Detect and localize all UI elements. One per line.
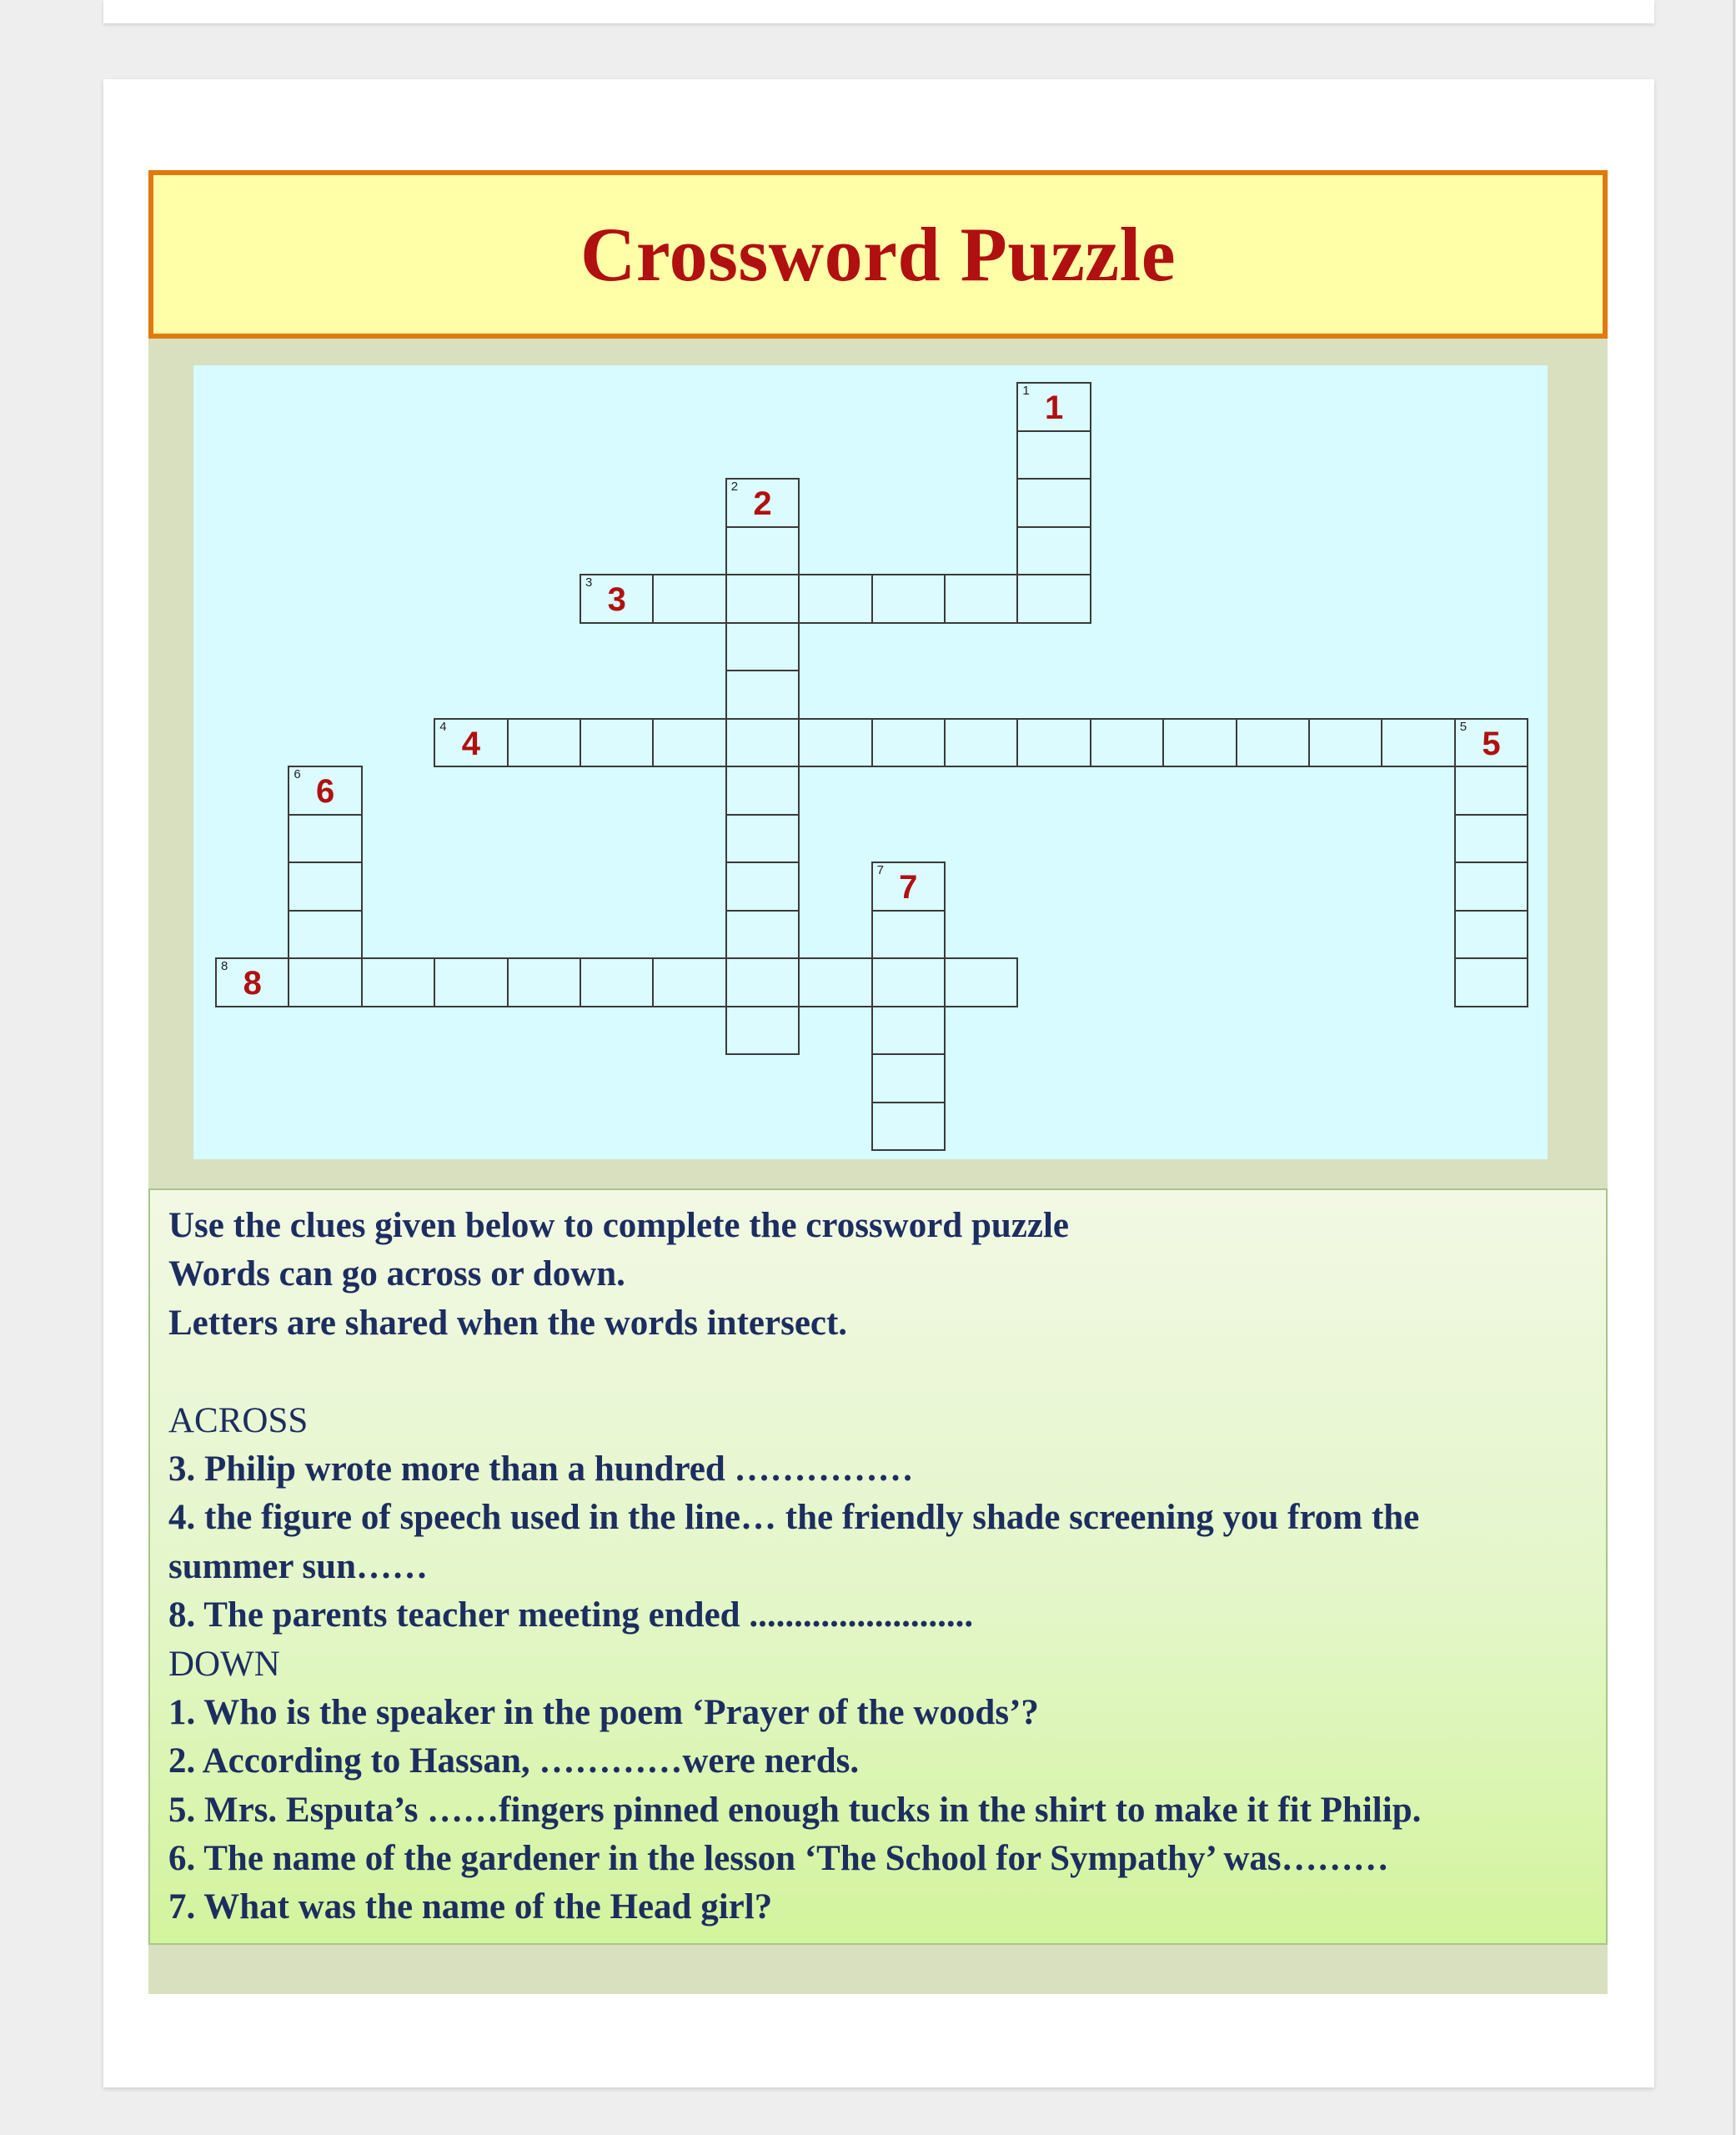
crossword-cell[interactable] [725,670,800,720]
down-clue: 6. The name of the gardener in the lesson ‘The School for Sympathy’ was……… [168,1839,1389,1879]
down-heading: DOWN [168,1644,280,1684]
across-clue: summer sun…… [168,1546,428,1586]
crossword-cell[interactable] [725,957,800,1007]
crossword-cell[interactable] [652,957,726,1007]
clue-number-small: 1 [1022,384,1030,398]
scrollbar-track [1733,0,1735,2135]
crossword-cell[interactable] [1454,718,1528,768]
crossword-cell[interactable] [507,718,581,768]
crossword-cell[interactable] [725,478,800,528]
crossword-cell[interactable] [1381,718,1455,768]
across-clue: 4. the figure of speech used in the line… the friendly shade screening you from the [168,1498,1420,1538]
crossword-cell[interactable] [1236,718,1310,768]
clue-number: 7 [899,869,918,906]
crossword-cell[interactable] [798,574,872,624]
crossword-cell[interactable] [1308,718,1382,768]
crossword-cell[interactable] [1016,718,1091,768]
down-clue: 5. Mrs. Esputa’s ……fingers pinned enough tucks in the shirt to make it fit Philip. [168,1790,1422,1830]
instruction-line: Words can go across or down. [168,1254,625,1294]
crossword-cell[interactable] [434,718,508,768]
crossword-cell[interactable] [871,1053,946,1103]
crossword-cell[interactable] [725,766,800,816]
across-clue: 3. Philip wrote more than a hundred …………… [168,1449,914,1489]
crossword-cell[interactable] [871,910,946,960]
crossword-cell[interactable] [288,766,362,816]
crossword-cell[interactable] [652,718,726,768]
clue-number: 5 [1482,725,1501,762]
down-clue: 2. According to Hassan, …………were nerds. [168,1741,860,1781]
crossword-cell[interactable] [507,957,581,1007]
crossword-cell[interactable] [1162,718,1237,768]
crossword-cell[interactable] [725,910,800,960]
crossword-grid [193,365,1548,1159]
crossword-cell[interactable] [944,718,1018,768]
crossword-cell[interactable] [1016,526,1091,576]
down-clue: 7. What was the name of the Head girl? [168,1887,773,1927]
down-clue: 1. Who is the speaker in the poem ‘Prayer of the woods’? [168,1692,1039,1732]
previous-page-edge [103,0,1654,23]
crossword-cell[interactable] [725,814,800,864]
crossword-cell[interactable] [871,574,946,624]
crossword-cell[interactable] [871,957,946,1007]
crossword-cell[interactable] [288,862,362,912]
across-heading: ACROSS [168,1400,309,1440]
title-banner [148,170,1608,339]
crossword-cell[interactable] [580,718,654,768]
clue-number-small: 8 [221,959,228,973]
instruction-line: Use the clues given below to complete the crossword puzzle [168,1206,1069,1245]
crossword-cell[interactable] [944,957,1018,1007]
clue-number: 1 [1044,389,1064,426]
crossword-cell[interactable] [725,862,800,912]
crossword-cell[interactable] [944,574,1018,624]
clues-panel [148,1188,1608,1945]
crossword-cell[interactable] [1016,382,1091,432]
crossword-cell[interactable] [798,718,872,768]
crossword-cell[interactable] [725,526,800,576]
crossword-cell[interactable] [1454,957,1528,1007]
clue-number-small: 6 [294,767,301,781]
crossword-cell[interactable] [434,957,508,1007]
clue-number: 4 [461,725,480,762]
crossword-cell[interactable] [725,1006,800,1056]
crossword-cell[interactable] [1016,430,1091,480]
crossword-cell[interactable] [1454,814,1528,864]
crossword-cell[interactable] [1016,574,1091,624]
crossword-cell[interactable] [580,957,654,1007]
clue-number-small: 5 [1459,719,1468,734]
crossword-cell[interactable] [361,957,435,1007]
crossword-cell[interactable] [1454,766,1528,816]
clue-number: 6 [315,773,335,810]
clue-number-small: 2 [730,480,739,494]
crossword-cell[interactable] [288,910,362,960]
crossword-cell[interactable] [652,574,726,624]
clue-number: 3 [607,581,626,618]
clue-number-small: 4 [439,719,447,734]
crossword-cell[interactable] [1090,718,1164,768]
crossword-cell[interactable] [215,957,289,1007]
crossword-cell[interactable] [288,814,362,864]
crossword-cell[interactable] [1454,910,1528,960]
across-clue: 8. The parents teacher meeting ended ......................... [168,1595,974,1635]
crossword-cell[interactable] [725,574,800,624]
crossword-cell[interactable] [871,718,946,768]
clue-number-small: 3 [585,575,593,590]
crossword-cell[interactable] [725,622,800,672]
crossword-cell[interactable] [871,1006,946,1056]
clue-number-small: 7 [876,863,884,877]
clue-number: 2 [753,485,772,522]
crossword-cell[interactable] [725,718,800,768]
clue-number: 8 [243,965,262,1002]
crossword-cell[interactable] [871,1102,946,1152]
crossword-cell[interactable] [1454,862,1528,912]
instruction-line: Letters are shared when the words intersect. [168,1303,848,1343]
crossword-cell[interactable] [580,574,654,624]
crossword-cell[interactable] [1016,478,1091,528]
page-title: Crossword Puzzle [580,212,1177,297]
spacer [168,1348,1606,1396]
crossword-cell[interactable] [871,862,946,912]
crossword-cell[interactable] [798,957,872,1007]
crossword-cell[interactable] [288,957,362,1007]
